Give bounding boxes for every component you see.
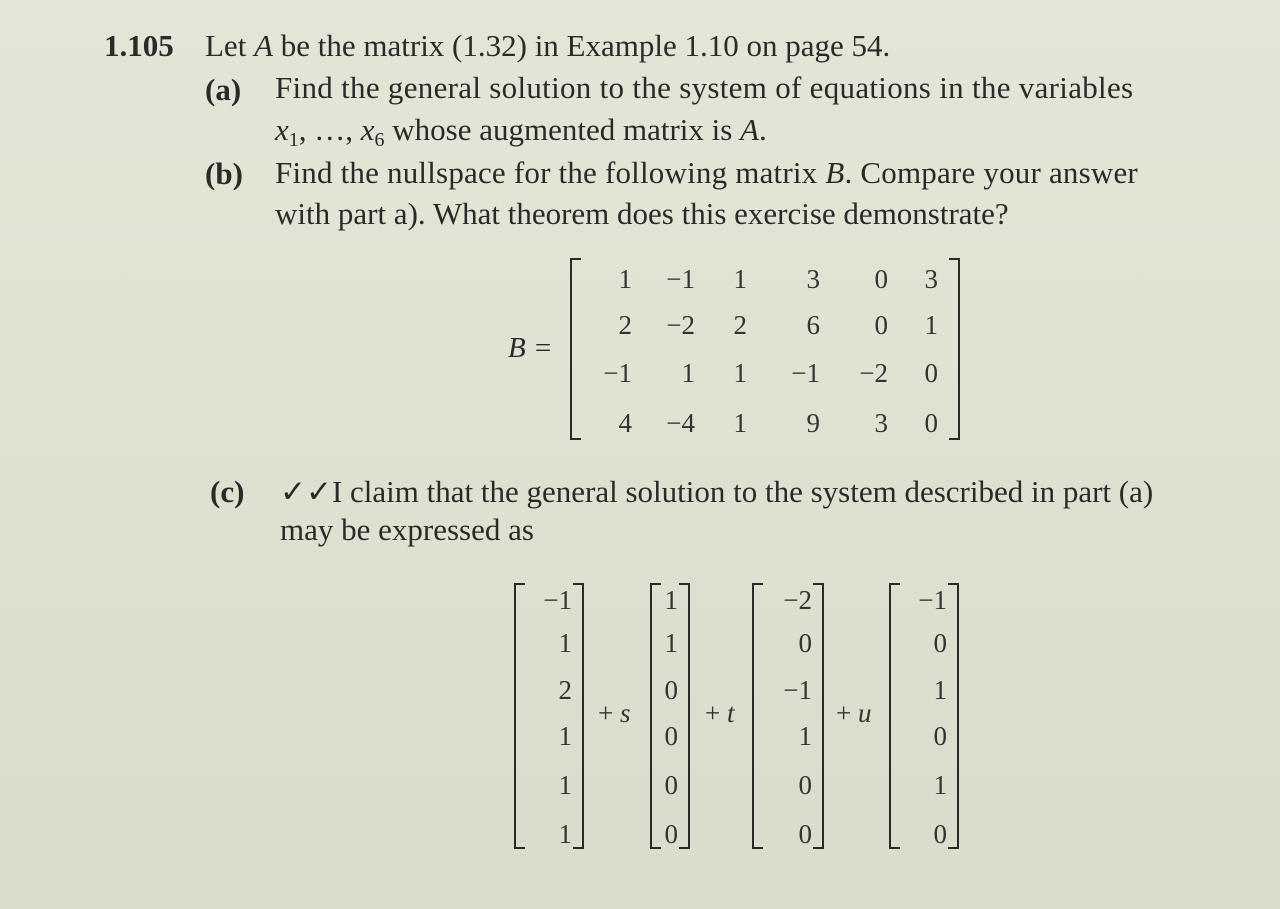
solution-vector: [889, 583, 959, 849]
vector-left-bracket: [752, 583, 763, 849]
part-c-label: (c): [210, 474, 245, 509]
vector-entry: 0: [798, 770, 812, 800]
matrix-b-cell: −4: [666, 408, 695, 438]
matrix-b-cell: 6: [806, 310, 820, 340]
vector-left-bracket: [514, 583, 525, 849]
matrix-b-cell: −1: [603, 358, 632, 388]
matrix-b-cell: −1: [791, 358, 820, 388]
matrix-b-cell: −2: [666, 310, 695, 340]
vector-entry: 1: [558, 770, 572, 800]
matrix-b-cell: 2: [618, 310, 632, 340]
coefficient-operator: + s: [598, 698, 631, 728]
part-a-label: (a): [205, 72, 242, 107]
vector-entry: −1: [543, 585, 572, 615]
coefficient-operator: + t: [705, 698, 735, 728]
coefficient-operator: + u: [836, 698, 872, 728]
matrix-b-cell: 0: [924, 408, 938, 438]
part-c-line2: may be expressed as: [280, 512, 534, 547]
vector-entry: 0: [933, 721, 947, 751]
vector-entry: 1: [798, 721, 812, 751]
vector-entry: 1: [933, 770, 947, 800]
vector-entry: 1: [558, 721, 572, 751]
vector-entry: 0: [798, 628, 812, 658]
matrix-b-cell: 9: [806, 408, 820, 438]
matrix-b-cell: 1: [924, 310, 938, 340]
vector-entry: −2: [783, 585, 812, 615]
vector-entry: −1: [918, 585, 947, 615]
vector-entry: 1: [558, 819, 572, 849]
vector-right-bracket: [813, 583, 824, 849]
vector-entry: 1: [664, 585, 678, 615]
matrix-b-cell: 3: [806, 264, 820, 294]
vector-left-bracket: [650, 583, 661, 849]
vector-right-bracket: [679, 583, 690, 849]
vector-entry: 0: [664, 675, 678, 705]
vector-entry: 0: [933, 628, 947, 658]
problem-number: 1.105: [104, 28, 174, 63]
matrix-b-right-bracket: [949, 258, 960, 440]
matrix-b-cell: 1: [733, 408, 747, 438]
vector-left-bracket: [889, 583, 900, 849]
solution-vector: [650, 583, 690, 849]
part-a-line1: Find the general solution to the system of equations in the variables: [275, 70, 1134, 105]
part-b-line1: Find the nullspace for the following matrix B. Compare your answer: [275, 155, 1138, 190]
vector-entry: 1: [558, 628, 572, 658]
matrix-b-cell: 0: [874, 264, 888, 294]
matrix-b-cell: 0: [874, 310, 888, 340]
matrix-b: [570, 258, 960, 440]
vector-entry: 0: [664, 819, 678, 849]
matrix-b-cell: 1: [618, 264, 632, 294]
problem-intro: Let A be the matrix (1.32) in Example 1.10 on page 54.: [205, 28, 891, 63]
vector-entry: 0: [664, 770, 678, 800]
part-c-line1: ✓✓I claim that the general solution to the system described in part (a): [280, 474, 1154, 509]
vector-entry: 0: [933, 819, 947, 849]
matrix-b-label: B =: [508, 332, 553, 364]
matrix-b-cell: −1: [666, 264, 695, 294]
vector-entry: 1: [664, 628, 678, 658]
matrix-b-cell: 4: [618, 408, 632, 438]
solution-vector: [752, 583, 824, 849]
vector-entry: −1: [783, 675, 812, 705]
matrix-b-cell: 1: [733, 264, 747, 294]
vector-entry: 1: [933, 675, 947, 705]
vector-entry: 0: [664, 721, 678, 751]
vector-entry: 0: [798, 819, 812, 849]
part-a-line2: $x_1$, …, $x_6$ whose augmented matrix is A.: [275, 112, 767, 151]
solution-vector: [514, 583, 584, 849]
vector-right-bracket: [948, 583, 959, 849]
check-marks: ✓✓: [280, 474, 332, 509]
matrix-b-cell: 3: [924, 264, 938, 294]
part-b-line2: with part a). What theorem does this exercise demonstrate?: [275, 196, 1009, 231]
vector-right-bracket: [573, 583, 584, 849]
matrix-b-cell: 3: [874, 408, 888, 438]
problem-header: [104, 28, 174, 64]
matrix-b-cell: 2: [733, 310, 747, 340]
vector-entry: 2: [558, 675, 572, 705]
matrix-b-cell: 1: [681, 358, 695, 388]
part-b-label: (b): [205, 156, 243, 191]
matrix-b-cell: 1: [733, 358, 747, 388]
matrix-b-cell: −2: [859, 358, 888, 388]
matrix-b-cell: 0: [924, 358, 938, 388]
